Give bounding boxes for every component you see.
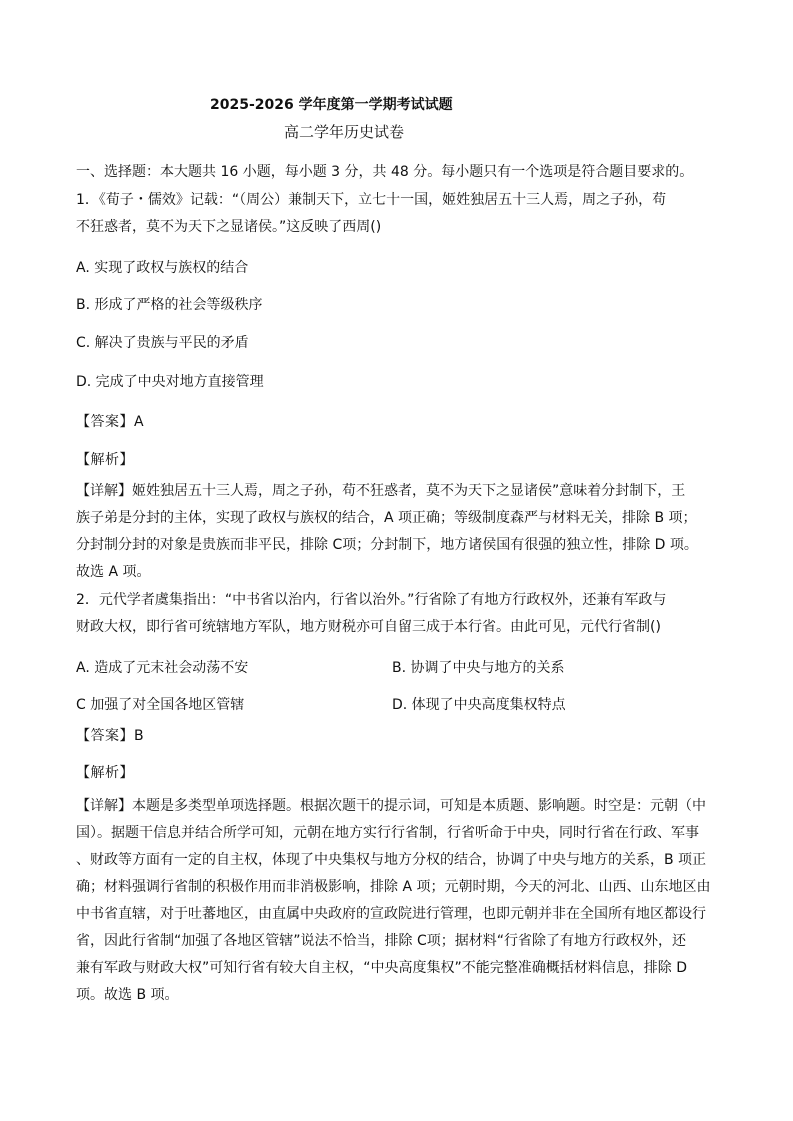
question-1-detail-line-1: 【详解】姬姓独居五十三人焉，周之子孙，苟不狂惑者，莫不为天下之显诸侯”意味着分封制下，王 [76,483,686,499]
question-1-detail-line-3: 分封制分封的对象是贵族而非平民，排除 C项；分封制下，地方诸侯国有很强的独立性，排除 D 项。 [76,537,698,553]
question-2-detail-line-7: 兼有军政与财政大权”可知行省有较大自主权，“中央高度集权”不能完整准确概括材料信息，排除 D [76,960,687,976]
question-2-option-d: D. 体现了中央高度集权特点 [392,697,566,713]
question-2-answer: 【答案】B [76,728,145,744]
question-2-option-b: B. 协调了中央与地方的关系 [392,660,565,676]
question-1-option-d: D. 完成了中央对地方直接管理 [76,374,264,390]
question-1-option-b: B. 形成了严格的社会等级秩序 [76,297,263,313]
question-2-detail-line-8: 项。故选 B 项。 [76,987,179,1003]
question-1-detail-line-4: 故选 A 项。 [76,564,151,580]
question-2-detail-line-4: 确；材料强调行省制的积极作用而非消极影响，排除 A 项；元朝时期，今天的河北、山西、山东地区由 [76,879,711,895]
question-1-detail-line-2: 族子弟是分封的主体，实现了政权与族权的结合，A 项正确；等级制度森严与材料无关，排除 B 项； [76,510,697,526]
question-2-option-a: A. 造成了元末社会动荡不安 [76,660,249,676]
question-2-stem-line-1: 2．元代学者虞集指出：“中书省以治内，行省以治外。”行省除了有地方行政权外，还兼有军政与 [76,592,667,608]
question-2-detail-line-1: 【详解】本题是多类型单项选择题。根据次题干的提示词，可知是本质题、影响题。时空是：元朝（中 [76,798,706,814]
page-subtitle: 高二学年历史试卷 [284,123,405,141]
question-2-detail-line-5: 中书省直辖，对于吐蕃地区，由直属中央政府的宣政院进行管理，也即元朝并非在全国所有地区都设行 [76,906,706,922]
question-1-stem-line-1: 1．《荀子・儒效》记载：“（周公）兼制天下，立七十一国，姬姓独居五十三人焉，周之子孙，苟 [76,192,667,208]
question-2-analysis-label: 【解析】 [76,765,134,781]
question-1-analysis-label: 【解析】 [76,452,134,468]
page-title: 2025-2026 学年度第一学期考试试题 [210,97,453,113]
question-2-detail-line-3: 、财政等方面有一定的自主权，体现了中央集权与地方分权的结合，协调了中央与地方的关系，B 项正 [76,852,707,868]
question-2-detail-line-2: 国）。据题干信息并结合所学可知，元朝在地方实行行省制，行省听命于中央，同时行省在行政、军事 [76,825,699,841]
question-2-detail-line-6: 省，因此行省制“加强了各地区管辖”说法不恰当，排除 C项；据材料“行省除了有地方行政权外，还 [76,933,686,949]
question-1-stem-line-2: 不狂惑者，莫不为天下之显诸侯。”这反映了西周() [76,219,382,235]
question-2-stem-line-2: 财政大权，即行省可统辖地方军队，地方财税亦可自留三成于本行省。由此可见，元代行省制() [76,619,661,635]
question-2-option-c: C 加强了对全国各地区管辖 [76,697,245,713]
question-1-option-a: A. 实现了政权与族权的结合 [76,260,249,276]
question-1-option-c: C. 解决了贵族与平民的矛盾 [76,335,249,351]
section-instruction: 一、选择题：本大题共 16 小题，每小题 3 分，共 48 分。每小题只有一个选项是符合题目要求的。 [76,164,694,180]
question-1-answer: 【答案】A [76,414,145,430]
